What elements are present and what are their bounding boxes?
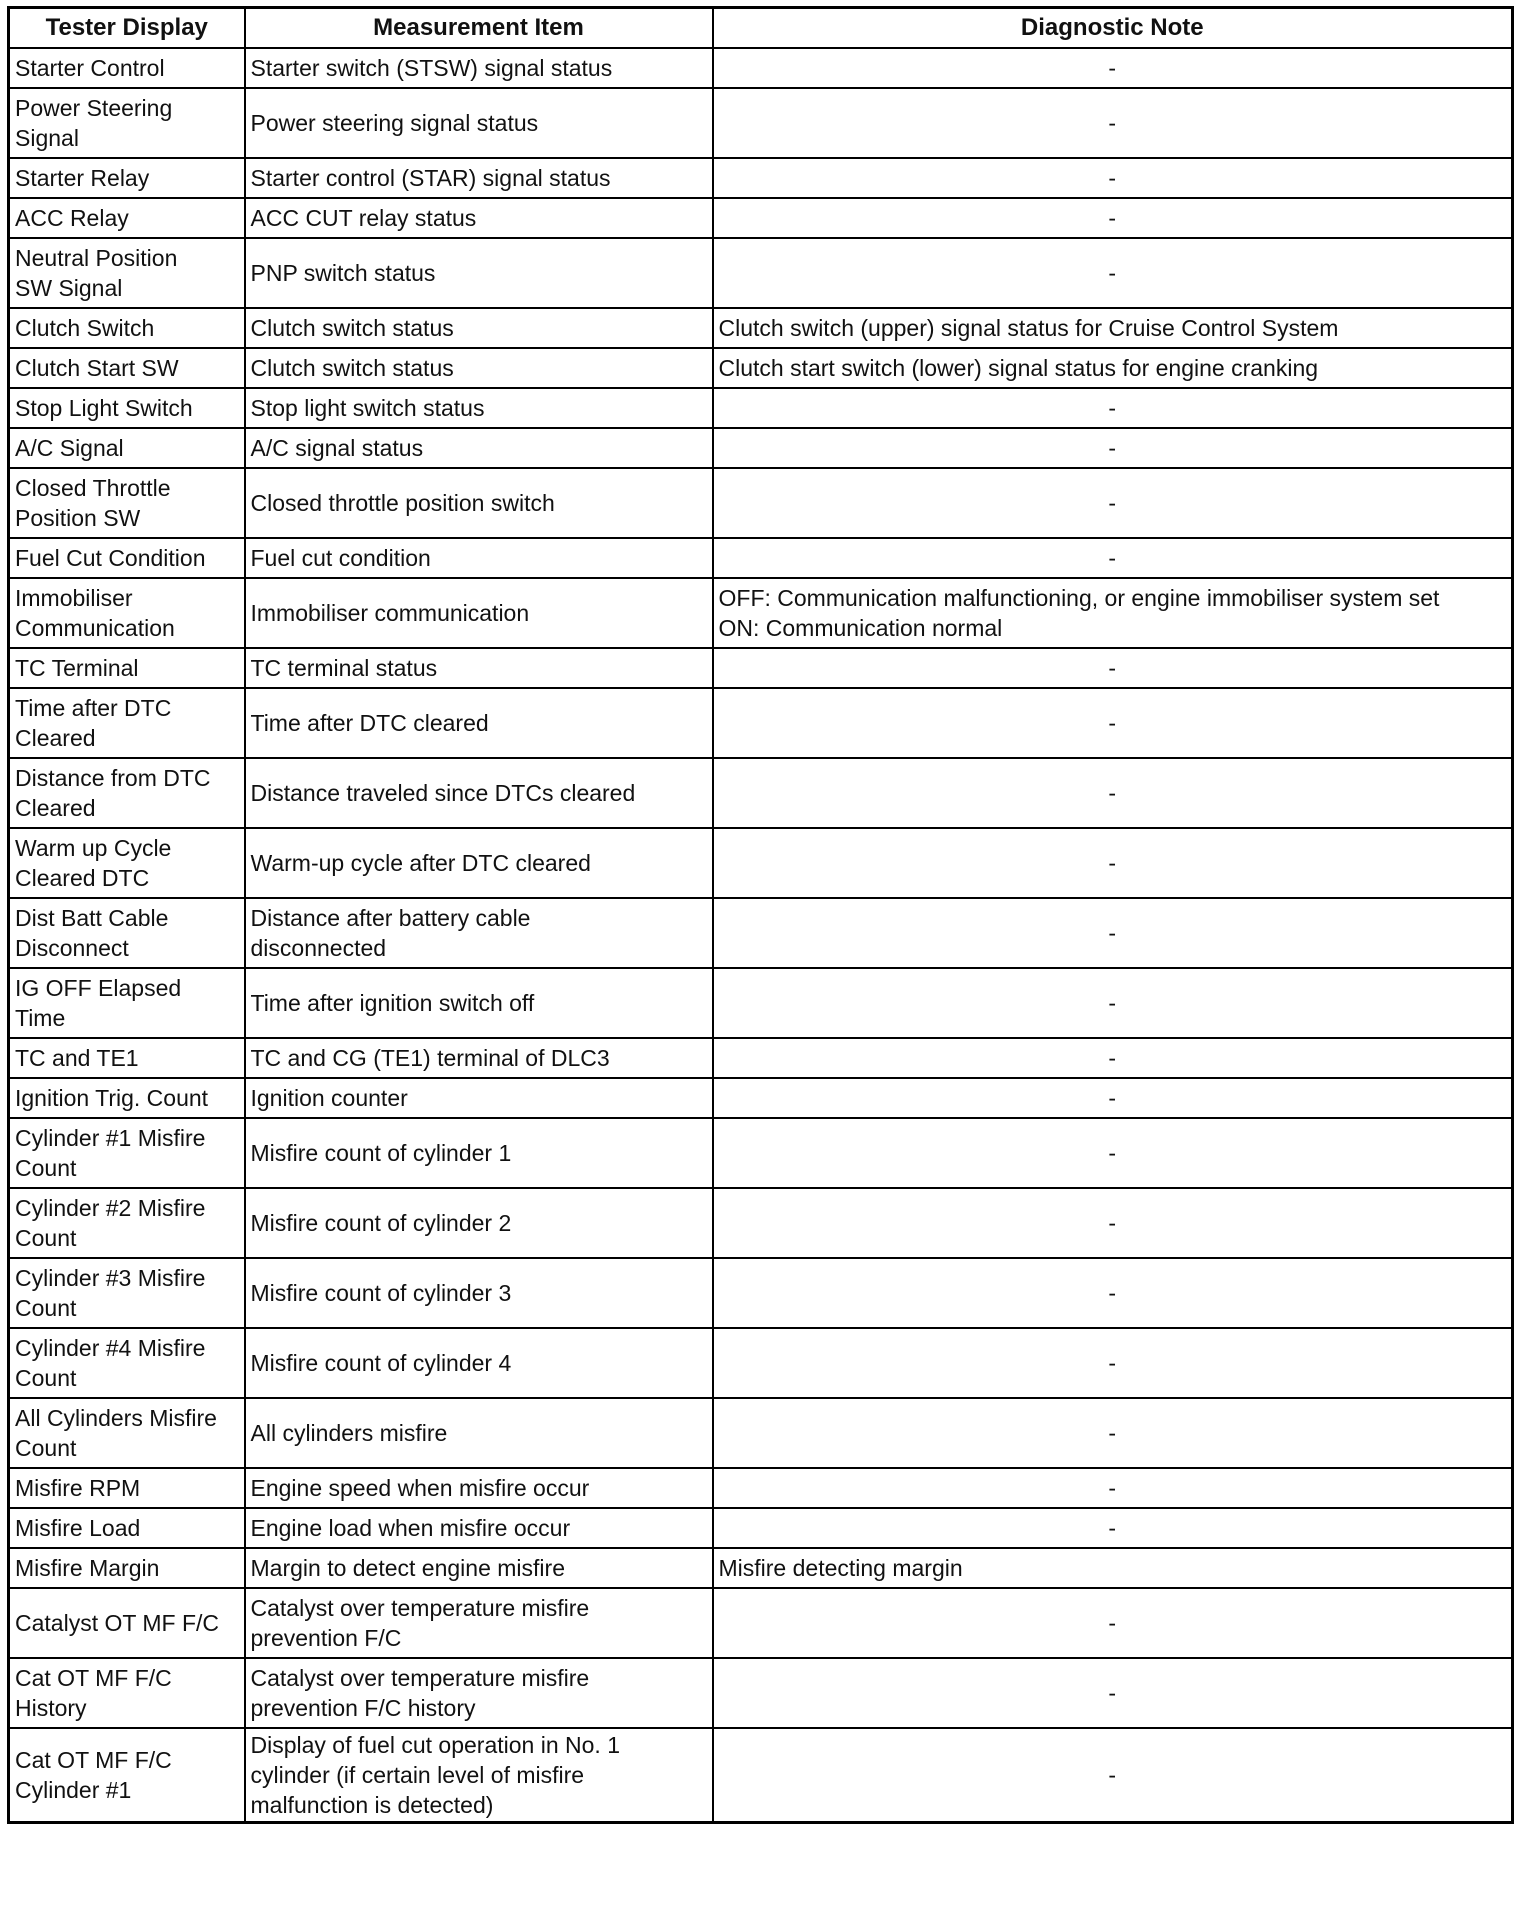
table-row <box>9 348 1513 388</box>
tester-display-cell: Time after DTC Cleared <box>9 688 245 758</box>
table-row <box>9 688 1513 758</box>
table-row <box>9 578 1513 648</box>
tester-display-cell: Cat OT MF F/C Cylinder #1 <box>9 1728 245 1823</box>
table-row <box>9 1728 1513 1823</box>
table-row <box>9 538 1513 578</box>
diagnostic-note-cell: Misfire detecting margin <box>713 1548 1513 1588</box>
diagnostic-note-cell: - <box>713 1078 1513 1118</box>
tester-display-cell: TC and TE1 <box>9 1038 245 1078</box>
header-measurement-item: Measurement Item <box>245 8 713 49</box>
tester-display-cell: Cylinder #4 Misfire Count <box>9 1328 245 1398</box>
diagnostic-note-cell: - <box>713 828 1513 898</box>
diagnostic-note-cell: - <box>713 898 1513 968</box>
table-row <box>9 898 1513 968</box>
diagnostic-note-cell: - <box>713 238 1513 308</box>
table-body <box>9 48 1513 1823</box>
tester-display-cell: Cylinder #2 Misfire Count <box>9 1188 245 1258</box>
measurement-item-cell: Time after DTC cleared <box>245 688 713 758</box>
diagnostic-note-cell: - <box>713 1508 1513 1548</box>
diagnostic-note-cell: - <box>713 1658 1513 1728</box>
header-tester-display: Tester Display <box>9 8 245 49</box>
measurement-item-cell: Misfire count of cylinder 2 <box>245 1188 713 1258</box>
table-row <box>9 648 1513 688</box>
tester-display-cell: Warm up Cycle Cleared DTC <box>9 828 245 898</box>
tester-display-cell: Cylinder #3 Misfire Count <box>9 1258 245 1328</box>
measurement-item-cell: Distance traveled since DTCs cleared <box>245 758 713 828</box>
measurement-item-cell: TC and CG (TE1) terminal of DLC3 <box>245 1038 713 1078</box>
diagnostic-note-cell: - <box>713 648 1513 688</box>
table-row <box>9 1258 1513 1328</box>
tester-display-cell: Starter Control <box>9 48 245 88</box>
measurement-item-cell: Catalyst over temperature misfire prevention F/C history <box>245 1658 713 1728</box>
tester-display-cell: Ignition Trig. Count <box>9 1078 245 1118</box>
tester-display-cell: Immobiliser Communication <box>9 578 245 648</box>
measurement-item-cell: Warm-up cycle after DTC cleared <box>245 828 713 898</box>
tester-display-cell: TC Terminal <box>9 648 245 688</box>
diagnostic-note-cell: - <box>713 538 1513 578</box>
measurement-item-cell: Misfire count of cylinder 4 <box>245 1328 713 1398</box>
tester-display-cell: Cylinder #1 Misfire Count <box>9 1118 245 1188</box>
tester-display-cell: Misfire Margin <box>9 1548 245 1588</box>
tester-display-cell: Closed Throttle Position SW <box>9 468 245 538</box>
diagnostic-note-cell: OFF: Communication malfunctioning, or engine immobiliser system set ON: Communication normal <box>713 578 1513 648</box>
tester-display-cell: Power Steering Signal <box>9 88 245 158</box>
diagnostic-note-cell: - <box>713 428 1513 468</box>
diagnostic-note-cell: - <box>713 1188 1513 1258</box>
measurement-item-cell: Immobiliser communication <box>245 578 713 648</box>
measurement-item-cell: ACC CUT relay status <box>245 198 713 238</box>
measurement-item-cell: Power steering signal status <box>245 88 713 158</box>
diagnostic-note-cell: - <box>713 88 1513 158</box>
diagnostic-note-cell: - <box>713 198 1513 238</box>
diagnostic-note-cell: - <box>713 1468 1513 1508</box>
measurement-item-cell: Closed throttle position switch <box>245 468 713 538</box>
table-row <box>9 1508 1513 1548</box>
tester-display-cell: Misfire Load <box>9 1508 245 1548</box>
table-row <box>9 758 1513 828</box>
diagnostic-note-cell: - <box>713 688 1513 758</box>
diagnostic-note-cell: - <box>713 968 1513 1038</box>
header-diagnostic-note: Diagnostic Note <box>713 8 1513 49</box>
measurement-item-cell: Clutch switch status <box>245 308 713 348</box>
table-row <box>9 158 1513 198</box>
measurement-item-cell: Misfire count of cylinder 1 <box>245 1118 713 1188</box>
measurement-item-cell: Distance after battery cable disconnected <box>245 898 713 968</box>
table-row <box>9 1548 1513 1588</box>
table-row <box>9 1118 1513 1188</box>
measurement-item-cell: Clutch switch status <box>245 348 713 388</box>
data-list-table-container <box>7 6 1514 1824</box>
measurement-item-cell: Catalyst over temperature misfire prevention F/C <box>245 1588 713 1658</box>
diagnostic-note-cell: - <box>713 1038 1513 1078</box>
measurement-item-cell: Margin to detect engine misfire <box>245 1548 713 1588</box>
measurement-item-cell: Starter switch (STSW) signal status <box>245 48 713 88</box>
table-row <box>9 48 1513 88</box>
tester-display-cell: Clutch Start SW <box>9 348 245 388</box>
measurement-item-cell: Stop light switch status <box>245 388 713 428</box>
tester-display-cell: Cat OT MF F/C History <box>9 1658 245 1728</box>
table-row <box>9 468 1513 538</box>
table-row <box>9 1038 1513 1078</box>
diagnostic-note-cell: - <box>713 1328 1513 1398</box>
table-row <box>9 198 1513 238</box>
tester-display-cell: Misfire RPM <box>9 1468 245 1508</box>
diagnostic-note-cell: Clutch switch (upper) signal status for Cruise Control System <box>713 308 1513 348</box>
data-list-table <box>7 6 1514 1824</box>
table-row <box>9 1658 1513 1728</box>
measurement-item-cell: A/C signal status <box>245 428 713 468</box>
table-header-row <box>9 8 1513 49</box>
table-row <box>9 1078 1513 1118</box>
diagnostic-note-cell: - <box>713 1398 1513 1468</box>
tester-display-cell: Catalyst OT MF F/C <box>9 1588 245 1658</box>
diagnostic-note-cell: - <box>713 1728 1513 1823</box>
tester-display-cell: Distance from DTC Cleared <box>9 758 245 828</box>
table-row <box>9 428 1513 468</box>
diagnostic-note-cell: - <box>713 468 1513 538</box>
diagnostic-note-cell: - <box>713 388 1513 428</box>
diagnostic-note-cell: - <box>713 158 1513 198</box>
table-row <box>9 1188 1513 1258</box>
table-row <box>9 1328 1513 1398</box>
table-row <box>9 1398 1513 1468</box>
tester-display-cell: Dist Batt Cable Disconnect <box>9 898 245 968</box>
diagnostic-note-cell: - <box>713 1118 1513 1188</box>
table-row <box>9 308 1513 348</box>
measurement-item-cell: Starter control (STAR) signal status <box>245 158 713 198</box>
measurement-item-cell: All cylinders misfire <box>245 1398 713 1468</box>
table-row <box>9 238 1513 308</box>
tester-display-cell: Fuel Cut Condition <box>9 538 245 578</box>
measurement-item-cell: Engine speed when misfire occur <box>245 1468 713 1508</box>
tester-display-cell: IG OFF Elapsed Time <box>9 968 245 1038</box>
measurement-item-cell: PNP switch status <box>245 238 713 308</box>
tester-display-cell: Starter Relay <box>9 158 245 198</box>
table-row <box>9 968 1513 1038</box>
measurement-item-cell: Engine load when misfire occur <box>245 1508 713 1548</box>
diagnostic-note-cell: - <box>713 48 1513 88</box>
diagnostic-note-cell: - <box>713 1258 1513 1328</box>
tester-display-cell: Clutch Switch <box>9 308 245 348</box>
table-row <box>9 88 1513 158</box>
measurement-item-cell: Time after ignition switch off <box>245 968 713 1038</box>
tester-display-cell: Neutral Position SW Signal <box>9 238 245 308</box>
table-row <box>9 828 1513 898</box>
tester-display-cell: Stop Light Switch <box>9 388 245 428</box>
diagnostic-note-cell: Clutch start switch (lower) signal status for engine cranking <box>713 348 1513 388</box>
diagnostic-note-cell: - <box>713 1588 1513 1658</box>
measurement-item-cell: Misfire count of cylinder 3 <box>245 1258 713 1328</box>
diagnostic-note-cell: - <box>713 758 1513 828</box>
table-row <box>9 388 1513 428</box>
tester-display-cell: ACC Relay <box>9 198 245 238</box>
table-row <box>9 1588 1513 1658</box>
tester-display-cell: A/C Signal <box>9 428 245 468</box>
measurement-item-cell: Fuel cut condition <box>245 538 713 578</box>
tester-display-cell: All Cylinders Misfire Count <box>9 1398 245 1468</box>
table-row <box>9 1468 1513 1508</box>
measurement-item-cell: Display of fuel cut operation in No. 1 cylinder (if certain level of misfire malfunction is detected) <box>245 1728 713 1823</box>
measurement-item-cell: TC terminal status <box>245 648 713 688</box>
measurement-item-cell: Ignition counter <box>245 1078 713 1118</box>
